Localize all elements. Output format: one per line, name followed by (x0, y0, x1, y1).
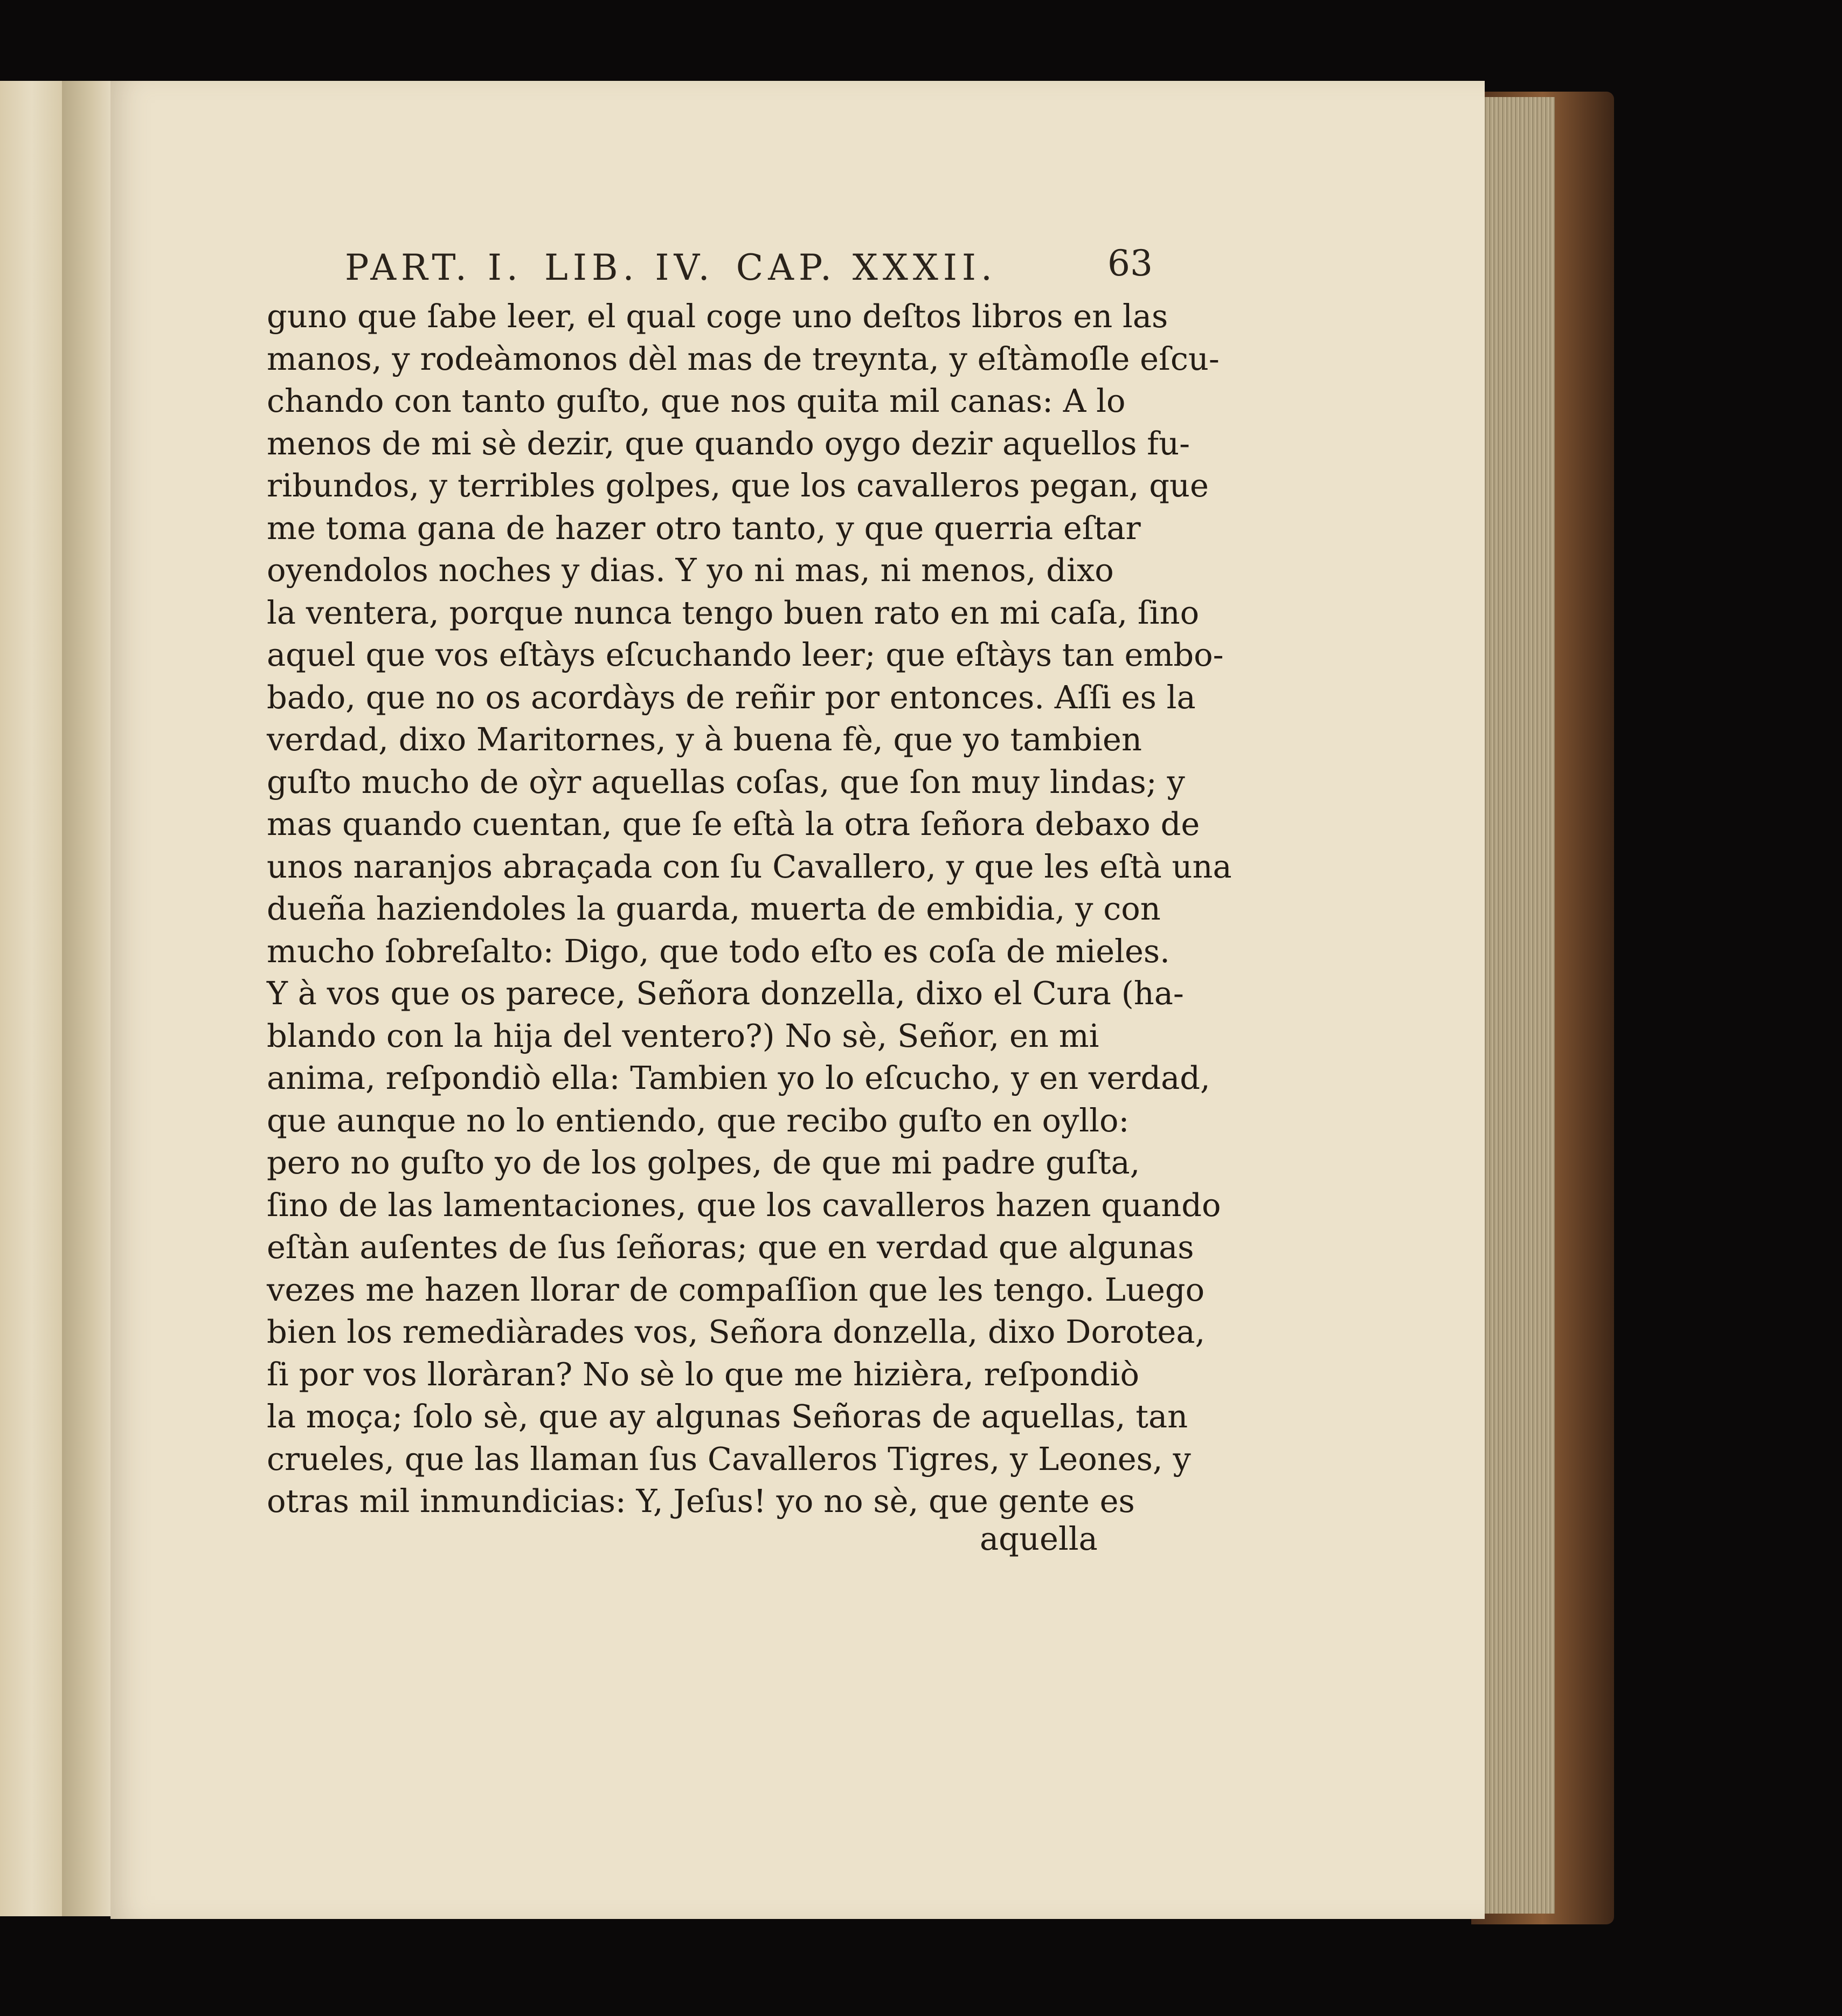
page-number: 63 (1107, 243, 1153, 284)
page-fore-edge (1474, 97, 1555, 1914)
text-line: que aunque no lo entiendo, que recibo guſto en oyllo: (267, 1101, 1130, 1139)
text-line: me toma gana de hazer otro tanto, y que querria eſtar (267, 509, 1141, 547)
text-line: ribundos, y terribles golpes, que los cavalleros pegan, que (267, 467, 1209, 504)
running-head-lib: LIB. IV. (544, 247, 715, 288)
text-line: guſto mucho de oỳr aquellas coſas, que ſon muy lindas; y (267, 763, 1185, 800)
text-line: verdad, dixo Maritornes, y à buena fè, que yo tambien (267, 721, 1142, 758)
text-line: dueña haziendoles la guarda, muerta de embidia, y con (267, 890, 1161, 927)
text-line: blando con la hija del ventero?) No sè, Señor, en mi (267, 1017, 1099, 1054)
text-line: bien los remediàrades vos, Señora donzella, dixo Dorotea, (267, 1313, 1206, 1350)
text-line: guno que ſabe leer, el qual coge uno deſtos libros en las (267, 298, 1168, 335)
text-line: Y à vos que os parece, Señora donzella, dixo el Cura (ha- (267, 975, 1184, 1012)
text-line: la ventera, porque nunca tengo buen rato en mi caſa, ſino (267, 593, 1200, 631)
text-line: la moça; ſolo sè, que ay algunas Señoras de aquellas, tan (267, 1398, 1188, 1435)
running-head-part: PART. I. (345, 247, 523, 288)
text-line: crueles, que las llaman ſus Cavalleros Tigres, y Leones, y (267, 1440, 1191, 1478)
text-line: ſi por vos lloràran? No sè lo que me hizièra, reſpondiò (267, 1355, 1140, 1393)
text-line: mas quando cuentan, que ſe eſtà la otra ſeñora debaxo de (267, 805, 1200, 843)
text-line: bado, que no os acordàys de reñir por entonces. Aſſi es la (267, 678, 1196, 716)
text-line: oyendolos noches y dias. Y yo ni mas, ni menos, dixo (267, 551, 1114, 589)
catchword: aquella (980, 1520, 1098, 1557)
text-line: ſino de las lamentaciones, que los cavalleros hazen quando (267, 1186, 1221, 1224)
text-line: unos naranjos abraçada con ſu Cavallero, y que les eſtà una (267, 847, 1232, 885)
text-line: manos, y rodeàmonos dèl mas de treynta, y eſtàmoſle eſcu- (267, 340, 1220, 377)
text-line: vezes me hazen llorar de compaſſion que les tengo. Luego (267, 1271, 1205, 1308)
running-head-cap: CAP. XXXII. (736, 247, 997, 288)
body-text (267, 295, 1232, 1523)
text-line: aquel que vos eſtàys eſcuchando leer; que eſtàys tan embo- (267, 636, 1224, 673)
text-line: chando con tanto guſto, que nos quita mil canas: A lo (267, 382, 1126, 419)
text-line: menos de mi sè dezir, que quando oygo dezir aquellos fu- (267, 424, 1190, 462)
running-head (345, 247, 997, 288)
text-line: eſtàn auſentes de ſus ſeñoras; que en verdad que algunas (267, 1228, 1194, 1266)
text-line: mucho ſobreſalto: Digo, que todo eſto es coſa de mieles. (267, 932, 1170, 970)
text-line: pero no guſto yo de los golpes, de que mi padre guſta, (267, 1144, 1140, 1181)
book-gutter (62, 81, 116, 1916)
text-line: anima, reſpondiò ella: Tambien yo lo eſcucho, y en verdad, (267, 1059, 1210, 1096)
text-line: otras mil inmundicias: Y, Jeſus! yo no sè, que gente es (267, 1482, 1135, 1520)
facing-page-edge (0, 81, 70, 1916)
